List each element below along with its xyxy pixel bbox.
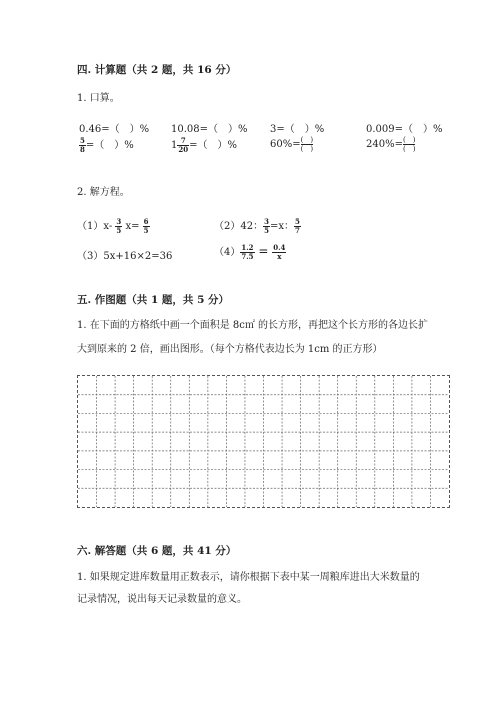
oral-item-2: 10.08=（ ）%: [171, 124, 248, 135]
drawing-question-line1: 1. 在下面的方格纸中画一个面积是 8c㎡ 的长方形，再把这个长方形的各边长扩: [77, 320, 429, 331]
q1-label: 1. 口算。: [77, 93, 120, 104]
oral-item-6: 1 $\frac{7}{20}$ =（ ）%: [171, 136, 238, 154]
oral-item-4: 0.009=（ ）%: [366, 124, 443, 135]
fraction: $\frac{1.2}{7.5}$: [241, 243, 254, 261]
oral-item-7: 60%= $\frac{( )}{( )}$: [270, 136, 314, 153]
fraction: $\frac{5}{7}$: [295, 217, 300, 235]
equation-1: （1）x- $\frac{3}{5}$ x= $\frac{6}{5}$: [77, 217, 149, 235]
fraction: $\frac{( )}{( )}$: [300, 136, 314, 153]
fraction: $\frac{3}{5}$: [116, 217, 122, 235]
q2-label: 2. 解方程。: [77, 187, 130, 198]
answer-question-line2: 记录情况，说出每天记录数量的意义。: [77, 594, 247, 605]
oral-item-8: 240%= $\frac{( )}{( )}$: [366, 136, 416, 153]
fraction: $\frac{( )}{( )}$: [402, 136, 416, 153]
grid-lines: [78, 376, 451, 509]
oral-item-3: 3=（ ）%: [270, 124, 325, 135]
section6-title: 六. 解答题（共 6 题，共 41 分）: [77, 545, 237, 557]
fraction: $\frac{0.4}{x}$: [273, 243, 286, 261]
fraction: $\frac{6}{5}$: [143, 217, 149, 235]
drawing-question-line2: 大到原来的 2 倍，画出图形。（每个方格代表边长为 1cm 的正方形）: [77, 344, 383, 355]
fraction: $\frac{7}{20}$: [178, 136, 189, 154]
section4-title: 四. 计算题（共 2 题，共 16 分）: [77, 64, 237, 76]
equation-4: （4） $\frac{1.2}{7.5}$ = $\frac{0.4}{x}$: [214, 243, 286, 261]
section5-title: 五. 作图题（共 1 题，共 5 分）: [77, 294, 230, 306]
oral-item-5: $\frac{5}{8}$ =（ ）%: [80, 136, 134, 154]
answer-question-line1: 1. 如果规定进库数量用正数表示，请你根据下表中某一周粮库进出大米数量的: [77, 572, 420, 583]
oral-item-1: 0.46=（ ）%: [79, 124, 150, 135]
fraction: $\frac{5}{8}$: [80, 136, 85, 154]
fraction: $\frac{3}{5}$: [264, 217, 269, 235]
equation-3: （3）5x+16×2=36: [77, 251, 173, 262]
square-grid-paper[interactable]: [77, 375, 450, 508]
equation-2: （2）42： $\frac{3}{5}$ =x： $\frac{5}{7}$: [214, 217, 300, 235]
